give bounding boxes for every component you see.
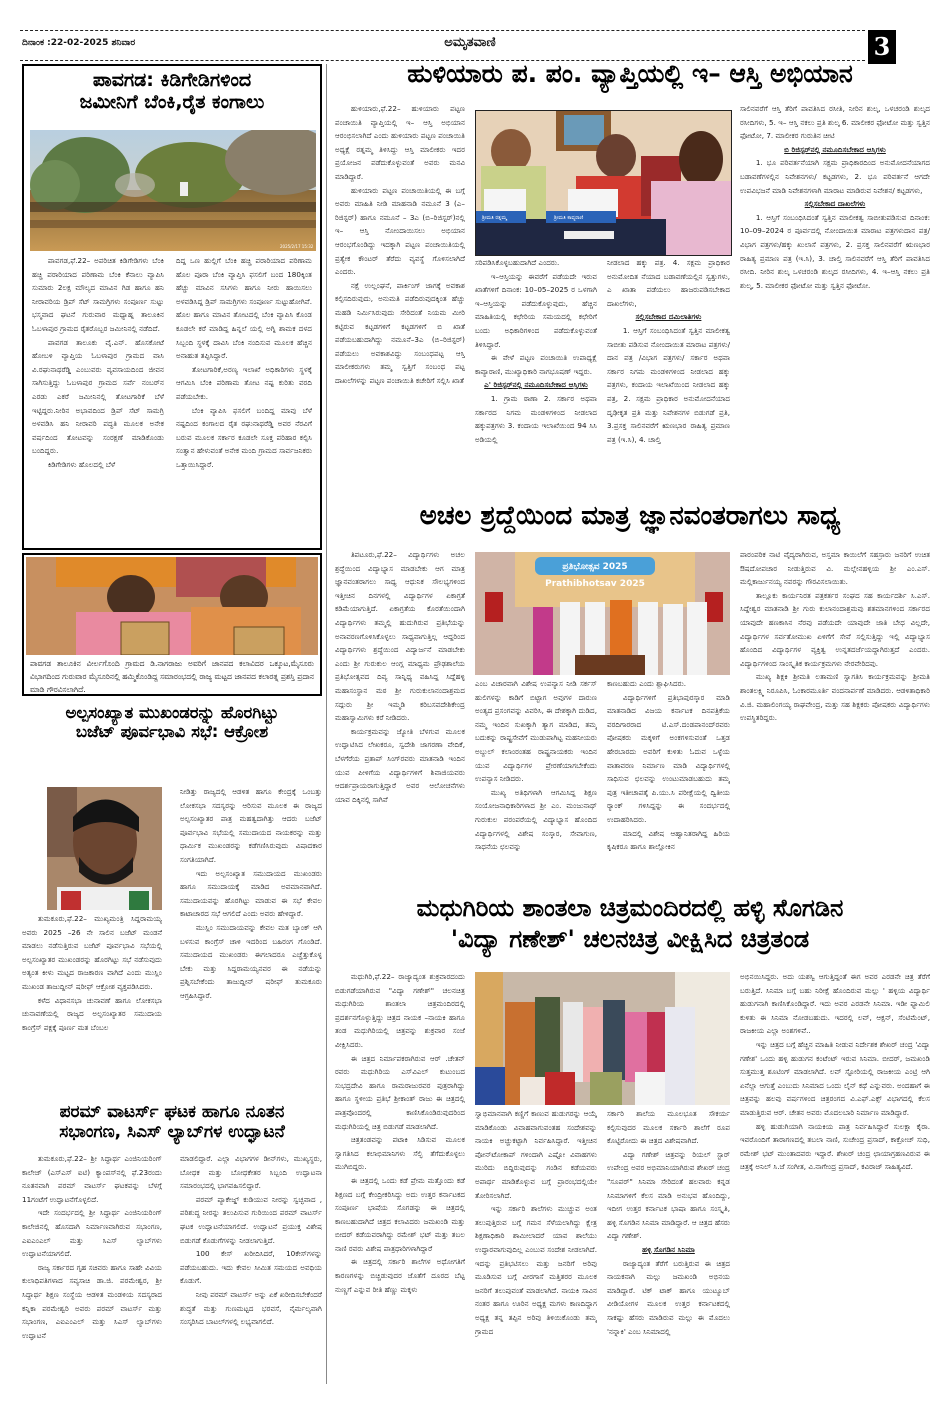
- paragraph: ತಾಲ್ಲೂಕು ಕಾರ್ಯನಿರತ ಪತ್ರಕರ್ತರ ಸಂಘದ ಸಹ ಕಾರ್ಯದರ್ಶಿ ಸಿ.ಎಸ್. ಸಿದ್ದೇಶ್ವರ ಮಾತನಾಡಿ ಶ್ರೀ ಗುರು ಕುಲಾನಂದಾಶ್ರಮವು ಶತಮಾನಗಳಿಂದ ಸರ್ಕಾರದ ಯಾವುದೇ ಹಣಕಾಸಿನ ನೆರವು ಪಡೆಯದೇ ಯಾವುದೇ ಜಾತಿ ಬೇಧ ವಿಲ್ಲದೇ, ವಿದ್ಯಾರ್ಥಿಗಳ ಸರ್ವತೋಮುಖ ಏಳಿಗೆಗೆ ಸೇವೆ ಸಲ್ಲಿಸುತ್ತಿದ್ದು ಇಲ್ಲಿ ವಿದ್ಯಾಭ್ಯಾಸ ಹೊಂದಿದ ವಿದ್ಯಾರ್ಥಿಗಳ ವ್ಯಕ್ತಿತ್ವ ಉನ್ನತದರ್ಜೆಯದ್ದಾಗಿರುತ್ತದೆ ಎಂದರು. ವಿದ್ಯಾರ್ಥಿಗಳಿಂದ ಸಾಂಸ್ಕೃತಿಕ ಕಾರ್ಯಕ್ರಮಗಳು ನೇರವೇರಿದವು.: [740, 590, 930, 668]
- headline-line: ಅಲ್ಪಸಂಖ್ಯಾತ ಮುಖಂಡರನ್ನು ಹೊರಗಿಟ್ಟು: [65, 703, 279, 722]
- paragraph: ಈ ಚಿತ್ರದಲ್ಲಿ ಒಂದು ಕಡೆ ಪ್ರೇಮ ಮತ್ತೊಂದು ಕಡೆ ಶಿಕ್ಷಣದ ಬಗ್ಗೆ ಕೇಂದ್ರೀಕರಿಸಿದ್ದು ಅದು ಉತ್ತರ ಕರ್ನಾಟಕದ ಸಂಪೂರ್ಣ ಭಾಷೆಯ ಸೊಗಡನ್ನು ಈ ಚಿತ್ರದಲ್ಲಿ ಕಾಣಬಹುದಾಗಿದೆ ಚಿತ್ರದ ಕಲಾವಿದರು ಜಮಖಂಡಿ ಮತ್ತು ಬೀದರ್ ಕಡೆಯವರಾಗಿದ್ದು ರಮೇಶ್ ಭಟ್ ಮತ್ತು ತಬಲ ನಾಣಿ ರವರು ವಿಶೇಷ ಪಾತ್ರಧಾರಿಗಳಾಗಿದ್ದಾರೆ: [335, 1175, 465, 1253]
- paragraph: ಈ ಚಿತ್ರದಲ್ಲಿ ಸರ್ಕಾರಿ ಶಾಲೆಗಳ ಅಧೋಗತಿಗೆ ಕಾರಣಗಳನ್ನು ಬಿಚ್ಚಿಡುವುದರ ಜೊತೆಗೆ ದೂರದ ಬೆಟ್ಟ ನುಣ್ಣಗೆ ಎನ್ನುವ ರೀತಿ ಹೆಣ್ಣು ಮಕ್ಕಳು: [335, 1257, 465, 1294]
- param-water-body-col1: [22, 1152, 162, 1378]
- column-divider: [326, 64, 327, 1384]
- paragraph: ತುಮಕೂರು,ಫೆ.22– ಮುಖ್ಯಮಂತ್ರಿ ಸಿದ್ದರಾಮಯ್ಯ ಅವರು 2025 –26 ನೇ ಸಾಲಿನ ಬಜೆಟ್ ಮಂಡನೆ ಮಾಡಲು ನಡೆಸುತ್ತಿರುವ ಬಜೆಟ್ ಪೂರ್ವಭಾವಿ ಸಭೆಯಲ್ಲಿ ಅಲ್ಪಸಂಖ್ಯಾತರ ಮುಖಂಡರನ್ನು ಹೊರಗಿಟ್ಟು ಸಭೆ ನಡೆಸುವುದು ಅತ್ಯಂತ ಕೀಳು ಮಟ್ಟದ ರಾಜಕಾರಣ ವಾಗಿದೆ ಎಂದು ಮುಸ್ಲಿಂ ಮುಖಂಡ ತಾಜುದ್ದೀನ್ ಷರೀಫ್ ಆಕ್ರೋಶ ವ್ಯಕ್ತಪಡಿಸಿದರು.: [22, 914, 162, 991]
- paragraph: ಕಳೆದ ವಿಧಾನಸಭಾ ಚುನಾವಣೆ ಹಾಗೂ ಲೋಕಸಭಾ ಚುನಾವಣೆಯಲ್ಲಿ ರಾಜ್ಯದ ಅಲ್ಪಸಂಖ್ಯಾತರ ಸಮುದಾಯ ಕಾಂಗ್ರೆಸ್ ಪಕ್ಷಕ್ಕೆ ಪೂರ್ಣ ಮತ ಬೆಂಬಲ: [22, 995, 162, 1032]
- portrait-image: [47, 787, 162, 910]
- subheading: ಬಿ ರಿಜಿಸ್ಟರ್‌ನಲ್ಲಿ ನಮೂದಿಸಬೇಕಾದ ಆಸ್ತಿಗಳು: [784, 144, 886, 154]
- paragraph: ಹುಳಿಯಾರು ಪಟ್ಟಣ ಪಂಚಾಯಿತಿಯಲ್ಲಿ ಈ ಬಗ್ಗೆ ಅವರು ಮಾಹಿತಿ ನೀಡಿ ಮಾಹನಾಡಿ ನಮೂನೆ 3 (ಎ–ರಿಜಿಸ್ಟರ್) ಹಾಗೂ ನಮೂನೆ – 3ಎ (ಬಿ–ರಿಜಿಸ್ಟರ್)ನಲ್ಲಿ ಇ– ಆಸ್ತಿ ನೋಂದಾಯಿಸಲು ಅಭಿಯಾನ ಆರಂಭಗೊಂಡಿದ್ದು ಇದಕ್ಕಾಗಿ ಪಟ್ಟಣ ಪಂಚಾಯಿತಿಯಲ್ಲಿ ಪ್ರತ್ಯೇಕ ಕೌಂಟರ್ ತೆರೆದು ವ್ಯವಸ್ಥೆ ಗೊಳಿಸಲಾಗಿದೆ ಎಂದರು.: [335, 185, 465, 277]
- paragraph: ಮಾಡಲಿದ್ದಾರೆ. ಎಲ್ಲಾ ವಿಭಾಗಗಳ ಡೀನ್‌ಗಳು, ಮುಖ್ಯಸ್ಥರು, ಬೋಧಕ ಮತ್ತು ಬೋಧಕೇತರ ಸಿಬ್ಬಂದಿ ಉದ್ಘಾಟನಾ ಸಮಾರಂಭದಲ್ಲಿ ಭಾಗವಹಿಸಲಿದ್ದಾರೆ.: [180, 1154, 322, 1191]
- paragraph: ದಿದ್ದ ಒಣ ಹುಲ್ಲಿಗೆ ಬೆಂಕಿ ಹಚ್ಚಿ ಪರಾರಿಯಾದ ಪರಿಣಾಮ ಹೊಲ ಪೂರಾ ಬೆಂಕಿ ವ್ಯಾಪ್ತಿಸಿ ಫಸಲಿಗೆ ಬಂದ 180ಕ್ಕಿಂತ ಹೆಚ್ಚು ಮಾವಿನ ಸಸಿಗಳು ಹಾಗೂ ನೀರು ಹಾಯಿಸಲು ಅಳವಡಿಸಿದ್ದ ಡ್ರಿಪ್ ಸಾಮಗ್ರಿಗಳು ಸಂಪೂರ್ಣ ಸುಟ್ಟುಹೋಗಿವೆ. ಹೊಲ ಹಾಗೂ ಮಾವಿನ ತೋಟದಲ್ಲಿ ಬೆಂಕಿ ವ್ಯಾಪಿಸಿ ಕೊಂಡ ಕೂಡಲೇ ಕರೆ ಮಾಡಿದ್ದ ಹಿನ್ನಲೆ ಯಲ್ಲಿ ಅಗ್ನಿ ಶಾಮಕ ದಳದ ಸಿಬ್ಬಂದಿ ಸ್ಥಳಕ್ಕೆ ದಾವಿಸಿ ಬೆಂಕಿ ನಂದಿಸುವ ಮೂಲಕ ಹೆಚ್ಚಿನ ಅನಾಹುತ ತಪ್ಪಿಸಿದ್ದಾರೆ.: [176, 256, 312, 361]
- subheading: ಸಲ್ಲಿಸಬೇಕಾದ ದಾಖಲೆಗಳು: [804, 199, 866, 209]
- paragraph: ಮುಖ್ಯ ಅತಿಥಿಗಳಾಗಿ ಆಗಮಿಸಿದ್ದ ಶಿಕ್ಷಣ ಸಂಯೋಜನಾಧಿಕಾರಿಗಳಾದ ಶ್ರೀ ಎಂ. ಮಂಜುನಾಥ್ ಗುರುಕುಲ ಪರಂಪರೆಯಲ್ಲಿ ವಿದ್ಯಾಭ್ಯಾಸ ಹೊಂದಿದ ವಿದ್ಯಾರ್ಥಿಗಳಲ್ಲಿ ವಿಶೇಷ ಸಂಸ್ಕಾರ, ಸೇವಾಗುಣ, ಸಾಧನೆಯ ಛಲವನ್ನು: [475, 787, 597, 852]
- paragraph: ಇ–ಆಸ್ತಿಯನ್ನು ಈವರೆಗೆ ಪಡೆಯದೇ ಇರುವ ಖಾತೆಗಳಿಗೆ ದಿನಾಂಕ: 10–05–2025 ರ ಒಳಗಾಗಿ ಇ–ಆಸ್ತಿಯನ್ನು ಪಡೆದುಕೊಳ್ಳುವುದು, ಹೆಚ್ಚಿನ ಮಾಹಿತಿಯಲ್ಲಿ ಕಛೇರಿಯ ಸಮಯದಲ್ಲಿ ಕಛೇರಿಗೆ ಬಂದು ಅಧಿಕಾರಿಗಳಿಂದ ಪಡೆದುಕೊಳ್ಳುವಂತೆ ತಿಳಿಸಿದ್ದಾರೆ.: [475, 271, 597, 349]
- pavagada-fire-photo: [30, 130, 316, 251]
- achala-body-col4: [740, 548, 930, 884]
- madhugiri-body-col3: [607, 1107, 730, 1380]
- paragraph: ಬೆಂಕಿ ವ್ಯಾಪಿಸಿ ಫಸಲಿಗೆ ಬಂದಿದ್ದ ಮಾವು ಬೆಳೆ ನಷ್ಟದಿಂದ ಕಂಗಾಲದ ರೈತ ರಘುನಾಥರೆಡ್ಡಿ ಅವರ ನೆರವಿಗೆ ಬರುವ ಮೂಲಕ ಸರ್ಕಾರ ಕೂಡಲೇ ಸೂಕ್ತ ಪರಿಹಾರ ಕಲ್ಪಿಸಿ ಸಂತ್ವಾನ ಹೇಳುವಂತೆ ಅನೇಕ ಮಂದಿ ಗ್ರಾಮದ ಸಾರ್ವಜನಿಕರು ಒತ್ತಾಯಿಸಿದ್ದಾರೆ.: [176, 405, 312, 469]
- paragraph: ರಾಜ್ಯ ಸರ್ಕಾರದ ಗೃಹ ಸಚಿವರು ಹಾಗೂ ಸಾಹೇ ವಿವಿಯ ಕುಲಾಧಿಪತಿಗಳಾದ ಸವ್ಯಸಾಚಿ ಡಾ.ಜಿ. ಪರಮೇಶ್ವರ, ಶ್ರೀ ಸಿದ್ಧಾರ್ಥ ಶಿಕ್ಷಣ ಸಂಸ್ಥೆಯ ಆಡಳಿತ ಮಂಡಳಿಯ ಸದಸ್ಯರಾದ ಕನ್ನಿಕಾ ಪರಮೇಶ್ವರಿ ಅವರು ಪರಮ್ ವಾಟರ್ಸ್ ಮತ್ತು ಸಭಾಂಗಣ, ಎಐಎಂಎಲ್ ಮತ್ತು ಸಿಎಸ್ ಲ್ಯಾಬ್‌ಗಳು ಉದ್ಘಾಟನೆ: [22, 1262, 162, 1340]
- param-water-body-col2: [180, 1152, 322, 1378]
- headline-line: ಜಮೀನಿಗೆ ಬೆಂಕಿ,ರೈತ ಕಂಗಾಲು: [79, 90, 265, 113]
- madhugiri-body-col4: [740, 970, 930, 1380]
- huliyar-body-col3: [607, 256, 730, 494]
- honorees-image: [26, 557, 318, 655]
- paragraph: ಸರಿಪಡಿಸಿಕೊಳ್ಳಬಹುದಾಗಿದೆ ಎಂದರು.: [475, 258, 560, 267]
- award-photo-box: [22, 553, 322, 696]
- paragraph: ಸಾಲಿನವರೆಗೆ ಆಸ್ತಿ ತೆರಿಗೆ ಪಾವತಿಸಿದ ರಸೀತಿ, ನೀರಿನ ಶುಲ್ಕ, ಒಳಚರಂಡಿ ಶುಲ್ಕದ ರಸೀದಿಗಳು, 5. ಇ– ಆಸ್ತಿ ನಕಲು ಪ್ರತಿ ಶುಲ್ಕ 6. ಮಾಲೀಕರ ಫೋಟೋ ಮತ್ತು ಸ್ವತ್ತಿನ ಫೋಟೋ, 7. ಮಾಲೀಕರ ಗುರುತಿನ ಚೀಟಿ: [740, 104, 930, 141]
- paragraph: ಮಧುಗಿರಿ,ಫೆ.22– ರಾಜ್ಯಾದ್ಯಂತ ಶುಕ್ರವಾರದಂದು ಬಿಡುಗಡೆಯಾಗಿರುವ "ವಿದ್ಯಾ ಗಣೇಶ್" ಚಲನಚಿತ್ರ ಮಧುಗಿರಿಯ ಶಾಂತಲಾ ಚಿತ್ರಮಂದಿರದಲ್ಲಿ ಪ್ರದರ್ಶನಗೊಳ್ಳುತ್ತಿದ್ದು ಚಿತ್ರದ ನಾಯಕ –ನಾಯಕಿ ಹಾಗೂ ತಂಡ ಮಧುಗಿರಿಯಲ್ಲಿ ಚಿತ್ರವನ್ನು ಶುಕ್ರವಾರ ಸಂಜೆ ವೀಕ್ಷಿಸಿದರು.: [335, 972, 465, 1049]
- achala-body-col2: [475, 677, 597, 884]
- headline-line: 'ವಿದ್ಯಾ ಗಣೇಶ್' ಚಲನಚಿತ್ರ ವೀಕ್ಷಿಸಿದ ಚಿತ್ರತಂಡ: [450, 925, 810, 954]
- paragraph: ಮುಖ್ಯ ಶಿಕ್ಷಕಿ ಶ್ರೀಮತಿ ಲತಾಮಣಿ ಸ್ವಾಗತಿಸಿ ಕಾರ್ಯಕ್ರಮವನ್ನು ಶ್ರೀಮತಿ ಶಾಂತಲಕ್ಷ್ಮಿ ನಿರೂಪಿಸಿ, ಓಂಕಾರಮೂರ್ತಿ ವಂದನಾರ್ಪಣೆ ಮಾಡಿದರು. ಆಡಳಿತಾಧಿಕಾರಿ ವಿ.ಜಿ. ಮಹಾಲಿಂಗಯ್ಯ ರಾಘವೇಂದ್ರ, ಮತ್ತು ಸಹ ಶಿಕ್ಷಕರು ಪೋಷಕರು ವಿದ್ಯಾರ್ಥಿಗಳು ಉಪಸ್ಥಿತರಿದ್ದರು.: [740, 672, 930, 723]
- banner-text-english: Prathibhotsav 2025: [545, 579, 645, 589]
- paragraph: ಹುಳಿಯಾರು,ಫೆ.22– ಹುಳಿಯಾರು ಪಟ್ಟಣ ಪಂಚಾಯಿತಿ ವ್ಯಾಪ್ತಿಯಲ್ಲಿ ಇ– ಆಸ್ತಿ ಅಭಿಯಾನ ಆರಂಭಿಸಲಾಗಿದೆ ಎಂದು ಹುಳಿಯಾರು ಪಟ್ಟಣ ಪಂಚಾಯಿತಿ ಅಧ್ಯಕ್ಷೆ ರತ್ನಮ್ಮ ತಿಳಿಸಿದ್ದು ಆಸ್ತಿ ಮಾಲೀಕರು ಇದರ ಪ್ರಯೋಜನ ಪಡೆದುಕೊಳ್ಳುವಂತೆ ಅವರು ಮನವಿ ಮಾಡಿದ್ದಾರೆ.: [335, 104, 465, 181]
- param-water-headline: [22, 1103, 322, 1142]
- subheading: ಸಲ್ಲಿಸಬೇಕಾದ ದಮಿಲಾತಿಗಳು: [635, 312, 702, 322]
- pavagada-article-box: [22, 64, 322, 550]
- huliyar-body-col1: [335, 102, 465, 494]
- paragraph: ಇನ್ನು ಚಿತ್ರದ ಬಗ್ಗೆ ಹೆಚ್ಚಿನ ಮಾಹಿತಿ ನೀಡುವ ನಿರ್ದೇಶಕ ಶೇಖರ್ ಚಂದ್ರ 'ವಿದ್ಯಾ ಗಣೇಶ' ಒಂದು ಹಳ್ಳಿ ಹುಡುಗನ ಕಂಟೆಂಟ್ ಇರುವ ಸಿನಿಮಾ. ಬೀದರ್, ಜಮಖಂಡಿ ಸುತ್ತಮುತ್ತ ಶೂಟಿಂಗ್ ಮಾಡಲಾಗಿದೆ. ಲವ್ ಸ್ಟೋರಿಯಲ್ಲಿ ರಾಜಕೀಯ ಎಂಟ್ರಿ ಆಗಿ ಏನೆಲ್ಲಾ ಆಗುತ್ತೆ ಎಂಬುದು ಸಿನಿಮಾದ ಒಂದು ಲೈನ್ ಕಥೆ ಎನ್ನುವರು. ಅಂದಹಾಗೆ ಈ ಚಿತ್ರವನ್ನು ಹಲವು ವರ್ಷಗಳಿಂದ ಚಿತ್ರರಂಗದ ವಿ.ಎಫ್.ಎಕ್ಸ್ ವಿಭಾಗದಲ್ಲಿ ಕೆಲಸ ಮಾಡುತ್ತಿರುವ ಆರ್. ಚೇತನ ಅವರು ಮೊದಲಬಾರಿ ನಿರ್ಮಾಣ ಮಾಡಿದ್ದಾರೆ.: [740, 1039, 930, 1117]
- page-number: 3: [868, 30, 896, 64]
- paragraph: ವಿದ್ಯಾ ಗಣೇಶ್ ಚಿತ್ರವನ್ನು ರಿಯಲ್ ಸ್ಟಾರ್ ಉಪೇಂದ್ರ ಅವರ ಅಭಿಮಾನಿಯಾಗಿರುವ ಶೇಖರ್ ಚಂದ್ರ "ಸೂಪರ್" ಸಿನಿಮಾ ಸೇರಿದಂತೆ ಹಲವಾರು ಕನ್ನಡ ಸಿನಿಮಾಗಳಿಗೆ ಕೆಲಸ ಮಾಡಿ ಅನುಭವ ಹೊಂದಿದ್ದು, ಇದೀಗ ಉತ್ತರ ಕರ್ನಾಟಕ ಭಾಷಾ ಹಾಗೂ ಸಂಸ್ಕೃತಿ, ಹಳ್ಳಿ ಸೊಗಡಿನ ಸಿನಿಮಾ ಮಾಡಿದ್ದಾರೆ. ಆ ಚಿತ್ರದ ಹೆಸರು ವಿದ್ಯಾ ಗಣೇಶ್.: [607, 1149, 730, 1241]
- achala-headline: ಅಚಲ ಶ್ರದ್ದೆಯಿಂದ ಮಾತ್ರ ಜ್ಞಾನವಂತರಾಗಲು ಸಾಧ್ಯ: [419, 501, 841, 531]
- paragraph: ರಾಜ್ಯಾದ್ಯಂತ ತೆರೆಗೆ ಬರುತ್ತಿರುವ ಈ ಚಿತ್ರದ ನಾಯಕನಾಗಿ ಮಲ್ಲು ಜಮಖಂಡಿ ಅಭಿನಯ ಮಾಡಿದ್ದಾರೆ. ಟಿಕ್ ಟಾಕ್ ಹಾಗೂ ಯುಟ್ಯೂಬ್ ವೀಡಿಯೋಗಳ ಮೂಲಕ ಉತ್ತರ ಕರ್ನಾಟಕದಲ್ಲಿ ಸಾಕಷ್ಟು ಹೆಸರು ಮಾಡಿರುವ ಮಲ್ಲು ಈ ಮೊದಲು 'ನನ್ನಾಕಿ' ಎಂಬ ಸಿನಿಮಾದಲ್ಲಿ: [607, 1258, 730, 1336]
- paragraph: 1. ಭೂ ಪರಿವರ್ತನೆಯಾಗಿ ಸಕ್ಷಮ ಪ್ರಾಧಿಕಾರದಿಂದ ಅನುಮೋದನೆಯಾಗದ ಬಡಾವಣೆಗಳಲ್ಲಿನ ನಿವೇಶನಗಳು/ ಕಟ್ಟಡಗಳು, 2. ಭೂ ಪರಿವರ್ತನೆ ಆಗದೇ ಉಪವಿಭಜನೆ ಮಾಡಿ ನಿವೇಶನಗಳಾಗಿ ಮಾರಾಟ ಮಾಡಿರುವ ನಿವೇಶನ/ ಕಟ್ಟಡಗಳು,: [740, 158, 930, 195]
- huliyar-headline: ಹುಳಿಯಾರು ಪ. ಪಂ. ವ್ಯಾಪ್ತಿಯಲ್ಲಿ ಇ– ಆಸ್ತಿ ಅಭಿಯಾನ: [407, 59, 853, 88]
- madhugiri-crew-photo: [475, 972, 730, 1105]
- film-crew-image: [475, 972, 730, 1105]
- achala-body-col1: [335, 548, 465, 884]
- headline-line: ಪರಮ್ ವಾಟರ್ಸ್ ಘಟಕ ಹಾಗೂ ನೂತನ: [59, 1102, 285, 1122]
- paragraph: ಪಾವಗಡ ತಾಲೂಕು ವೈ.ಎನ್. ಹೊಸಕೋಟೆ ಹೋಬಳಿ ವ್ಯಾಪ್ತಿಯ ಓಬಳಾಪುರ ಗ್ರಾಮದ ವಾಸಿ ವಿ.ರಘುನಾಥರೆಡ್ಡಿ ಎಂಬುವರು ವ್ಯವಸಾಯದಿಂದ ಜೀವನ ಸಾಗಿಸುತ್ತಿದ್ದು ಓಬಳಾಪುರ ಗ್ರಾಮದ ಸರ್ವೆ ನಂಬರ್‌ನ ಎರಡು ಎಕರೆ ಜಮೀನಿನಲ್ಲಿ ತೋಟಗಾರಿಕೆ ಬೆಳೆ ಇಟ್ಟಿದ್ದರು.ನೀರಿನ ಅಭಾವದಿಂದ ಡ್ರಿಪ್ ಸೆಟ್ ಸಾಮಗ್ರಿ ಅಳವಡಿಸಿ ಹನಿ ನೀರಾವರಿ ಪದ್ಧತಿ ಮೂಲಕ ಅನೇಕ ವರ್ಷದಿಂದ ತೋಟವನ್ನು ಸಂರಕ್ಷಣೆ ಮಾಡಿಕೊಂಡು ಬಂದಿದ್ದರು.: [32, 337, 164, 456]
- paragraph: ಅಭಿನಯಿಸಿದ್ದರು. ಅದು ಯಶಸ್ವಿ ಆಗುತ್ತಿದ್ದಂತೆ ಈಗ ಅವರ ಎರಡನೇ ಚಿತ್ರ ತೆರೆಗೆ ಬರುತ್ತಿದೆ. ಸಿನಿಮಾ ಬಗ್ಗೆ ಬಹು ನಿರೀಕ್ಷೆ ಹೊಂದಿರುವ ಮಲ್ಲು ' ಹಳ್ಳಿಯ ವಿದ್ಯಾರ್ಥಿ ಹುಡುಗನಾಗಿ ಕಾಣಿಸಿಕೊಂಡಿದ್ದಾರೆ. ಇದು ಅವರ ಎರಡನೇ ಸಿನಿಮಾ. ಇಡೀ ಫ್ಯಾಮಿಲಿ ಕುಳಿತು ಈ ಸಿನಿಮಾ ನೋಡಬಹುದು. ಇದರಲ್ಲಿ ಲವ್, ಆಕ್ಷನ್, ಸೆಂಟಿಮೆಂಟ್, ರಾಜಕೀಯ ಎಲ್ಲಾ ಅಂಶಗಳಿವೆ..: [740, 972, 930, 1036]
- paragraph: ಪಾವಗಡ,ಫೆ.22– ಅಪರಿಚಿತ ಕಿಡಿಗೇಡಿಗಳು ಬೆಂಕಿ ಹಚ್ಚಿ ಪರಾರಿಯಾದ ಪರಿಣಾಮ ಬೆಂಕಿ ಕೆನಾಲು ವ್ಯಾಪಿಸಿ ಸುಮಾರು 2ಲಕ್ಷ ಮೌಲ್ಯದ ಮಾವಿನ ಗಿಡ ಹಾಗೂ ಹನಿ ನೀರಾವರಿಯ ಡ್ರಿಪ್ ಸೆಟ್ ಸಾಮಗ್ರಿಗಳು ಸಂಪೂರ್ಣ ಸುಟ್ಟು ಭಸ್ಮವಾದ ಘಟನೆ ಗುರುವಾರ ಮಧ್ಯಾಹ್ನ ತಾಲೂಕಿನ ಓಬಳಾಪುರ ಗ್ರಾಮದ ರೈತರೊಬ್ಬರ ಜಮೀನಿನಲ್ಲಿ ನಡೆದಿದೆ.: [32, 256, 164, 333]
- paragraph: ಕಾಣಬಹುದು ಎಂದು ಶ್ಲಾಘಿಸಿದರು.: [607, 679, 687, 688]
- issue-date: ದಿನಾಂಕ :22-02-2025 ಶನಿವಾರ: [22, 38, 136, 48]
- huliyar-meeting-photo: [475, 110, 732, 256]
- nameplate-1: ಶ್ರೀಮತಿ ರತ್ನಮ್ಮ: [482, 215, 507, 221]
- pavagada-body-col1: [32, 254, 164, 544]
- paragraph: ಮುಸ್ಲಿಂ ಸಮುದಾಯವನ್ನು ಕೇವಲ ಮತ ಬ್ಯಾಂಕ್ ಆಗಿ ಬಳಸುವ ಕಾಂಗ್ರೆಸ್ ಚಾಳಿ ಇದರಿಂದ ಬಹಿರಂಗ ಗೊಂಡಿದೆ. ಸಮುದಾಯದ ಮುಖಂಡರು ಈಗಲಾದರೂ ಎಚ್ಚೆತ್ತುಕೊಳ್ಳ ಬೇಕು ಮತ್ತು ಸಿದ್ದರಾಮಯ್ಯನವರ ಈ ನಡೆಯನ್ನು ಪ್ರಶ್ನಿಸಬೇಕೆಂದು ತಾಜುದ್ದೀನ್ ಷರೀಫ್ ತುಮಕೂರು ಆಗ್ರಹಿಸಿದ್ದಾರೆ.: [180, 922, 322, 1000]
- paragraph: ಇನ್ನು ಸರ್ಕಾರಿ ಶಾಲೆಗಳು ಮುಚ್ಚುವ ಅಂತ ತಲುಪುತ್ತಿರುವ ಬಗ್ಗೆ ಗಮನ ಸೆಳೆಯಲಾಗಿದ್ದು ಕ್ಷೇತ್ರ ಶಿಕ್ಷಣಾಧಿಕಾರಿ ಶಾಮೀಲಾದರೆ ಯಾವ ಶಾಲೆಯು ಉದ್ಧಾರವಾಗುವುದಿಲ್ಲ ಎಂಬುವ ಸಂದೇಶ ನೀಡಲಾಗಿದೆ. ಇದನ್ನು ಪ್ರತಿಭಟಿಸಲು ಮತ್ತು ಜನರಿಗೆ ಅರಿವು ಮೂಡಿಸುವ ಬಗ್ಗೆ ವೀರಗಾಸೆ ಮತ್ತಿತರರ ಮೂಲಕ ಜನರಿಗೆ ತಲುಪುವಂತೆ ಮಾಡಲಾಗಿದೆ. ನಾಯಕಿ ಸಾವಿನ ನಂತರ ಹಾಗೂ ಊರಿನ ಅಧ್ಯಕ್ಷ ಮಗಳು ಕಾಣದಿದ್ದಾಗ ಅಧ್ಯಕ್ಷ ತನ್ನ ತಪ್ಪಿನ ಅರಿವು ತಿಳಿಯಿಕೊಂಡು ತಮ್ಮ ಗ್ರಾಮದ: [475, 1204, 597, 1336]
- photo-timestamp: 2025/2/17 15:32: [280, 244, 314, 249]
- huliyar-body-col4: [740, 102, 930, 494]
- madhugiri-body-col2: [475, 1107, 597, 1380]
- achala-body-col3: [607, 677, 730, 884]
- subheading: ಹಳ್ಳಿ ಸೊಗಡಿನ ಸಿನಿಮಾ: [642, 1244, 695, 1254]
- paragraph: ಪಾರಂಪರಿಕ ನಾಟಿ ವೈದ್ಯರಾಗಿರುವ, ಅಸ್ತಮಾ ಕಾಯಿಲೆಗೆ ಸಹಸ್ರಾರು ಜನರಿಗೆ ಉಚಿತ ಔಷದೋಪಚಾರ ನೀಡುತ್ತಿರುವ ವಿ. ಮಲ್ಲೇನಹಳ್ಳಿಯ ಶ್ರೀ ಎಂ.ಎಸ್. ಮಲ್ಲಿಕಾರ್ಜುನಯ್ಯ ನವರನ್ನು ಗೌರವಿಸಲಾಯಿತು.: [740, 550, 930, 587]
- paragraph: ಸರ್ಕಾರಿ ಶಾಲೆಯ ಮೂಲಭೂತ ಸೌಕರ್ಯ ಕಲ್ಪಿಸುವುದರ ಮೂಲಕ ಸರ್ಕಾರಿ ಶಾಲೆಗೆ ರೂಪ ಕೊಟ್ಟಿರೋದು ಈ ಚಿತ್ರದ ವಿಶೇಷವಾಗಿದೆ.: [607, 1109, 730, 1146]
- paragraph: ತಿಪಟೂರು,ಫೆ.22– ವಿದ್ಯಾರ್ಥಿಗಳು ಅಚಲ ಶ್ರದ್ಧೆಯಿಂದ ವಿದ್ಯಾಭ್ಯಾಸ ಮಾಡಬೇಕು ಆಗ ಮಾತ್ರ ಜ್ಞಾನವಂತರಾಗಲು ಸಾಧ್ಯ ಆಧುನಿಕ ಸೌಲಭ್ಯಗಳಿಂದ ಇತ್ತೀಚಿನ ದಿನಗಳಲ್ಲಿ ವಿದ್ಯಾರ್ಥಿಗಳ ಏಕಾಗ್ರತೆ ಕಡಿಮೆಯಾಗುತ್ತಿದೆ. ಏಕಾಗ್ರತೆಯ ಕೊರತೆಯಿಂದಾಗಿ ವಿದ್ಯಾರ್ಥಿಗಳು ತಮ್ಮಲ್ಲಿ ಹುದುಗಿರುವ ಪ್ರತಿಭೆಯನ್ನು ಅನಾವರಣಗೊಳಿಸಿಕೊಳ್ಳಲು ಸಾಧ್ಯವಾಗುತ್ತಿಲ್ಲ ಆದ್ದರಿಂದ ವಿದ್ಯಾರ್ಥಿಗಳು ಶ್ರದ್ಧೆಯಿಂದ ವಿದ್ಯಾರ್ಜನೆ ಮಾಡಬೇಕು ಎಂದು ಶ್ರೀ ಗುರುಕುಲ ಆಂಗ್ಲ ಮಾಧ್ಯಮ ಪ್ರೌಢಶಾಲೆಯ ಪ್ರತಿಭೋತ್ಸವದ ದಿವ್ಯ ಸಾನ್ನಿಧ್ಯ ವಹಿಸಿದ್ದ ಸಿದ್ದೆಹಳ್ಳಿ ಮಹಾಸಂಸ್ಥಾನ ಮಠ ಶ್ರೀ ಗುರುಕುಲಾನಂದಾಶ್ರಮದ ಸದ್ಗುರು ಶ್ರೀ ಇಮ್ಮಡಿ ಕರಿಬಸವದೇಶಿಕೇಂದ್ರ ಮಹಾಸ್ವಾಮಿಗಳು ಕರೆ ನೀಡಿದರು.: [335, 550, 465, 723]
- paragraph: ಕಾರ್ಯಕ್ರಮವನ್ನು ಜ್ಯೋತಿ ಬೆಳಗುವ ಮೂಲಕ ಉದ್ಘಾಟಿಸಿದ ಲೇಖಕರೂ, ಸ್ವದೇಶಿ ಜಾಗರಣಾ ವೇದಿಕೆ, ಬೆಳಗೆರೆಯ ಪ್ರತಾಪ್ ಸಿಂಗ್‌ರವರು ಮಾತನಾಡಿ ಇಂದಿನ ಯುವ ಪೀಳಿಗೆಯ ವಿದ್ಯಾರ್ಥಿಗಳಿಗೆ ಶಿವಾಜಿಯವರು ಆದರ್ಶಪ್ರಾಯರಾಗುತ್ತಿದ್ದಾರೆ ಅವರ ಆಲೋಚನೆಗಳು ಯಾವ ದಿಕ್ಕಿನಲ್ಲಿ ಸಾಗಿವೆ: [335, 726, 465, 804]
- achala-event-photo: [475, 552, 730, 675]
- minority-body-col1: [22, 912, 162, 1097]
- madhugiri-body-col1: [335, 970, 465, 1380]
- paragraph: ವಿದ್ಯಾರ್ಥಿಗಳಿಗೆ ಪ್ರತಿಭಾಪುರಸ್ಕಾರ ಮಾಡಿ ಮಾತನಾಡಿದ ವಿಜಯ ಕರ್ನಾಟಕ ದಿನಪತ್ರಿಕೆಯ ವರದಿಗಾರರಾದ ಟಿ.ಎಸ್.ದಂಡಪಾನಂದ್‌ರವರು ಪೋಷಕರು ಮಕ್ಕಳಿಗೆ ಅಂಕಗಳಿಸುವಂತೆ ಒತ್ತಡ ಹೇರಬಾರದು ಅವರಿಗೆ ಕುಳಿತು ಓದುವ ಒಳ್ಳೆಯ ವಾತಾವರಣ ನಿರ್ಮಾಣ ಮಾಡಿ ವಿದ್ಯಾರ್ಥಿಗಳಲ್ಲಿ ಸಾಧಿಸುವ ಛಲವನ್ನು ಉಂಟುಮಾಡಬಹುದು ತಮ್ಮ ಪುತ್ರ ಇತೀಚಾಪತ್ಕೆ ಪಿ.ಯು.ಸಿ ಪರೀಕ್ಷೆಯಲ್ಲಿ ದ್ವಿತೀಯ ರ್‍ಯಾಂಕ್ ಗಳಿಸಿದ್ದನ್ನು ಈ ಸಂದರ್ಭದಲ್ಲಿ ಉದಾಹರಿಸಿದರು.: [607, 692, 730, 824]
- paragraph: ಮಾದಲ್ಲಿ ವಿಶೇಷ ಆಹ್ವಾನಿತರಾಗಿದ್ದ ಹಿರಿಯ ಕೃಷಿಕರೂ ಹಾಗೂ ಶಾಲ್ಲೋಕಿನ: [607, 828, 730, 852]
- paragraph: 1. ಆಸ್ತಿಗೆ ಸಂಬಂಧಿಸಿದಂತೆ ಸ್ವತ್ತಿನ ಮಾಲೀಕತ್ವ ಸಾಬೀತುಪಡಿಸುವ ದಿನಾಂಕ: 10–09–2024 ರ ಪೂರ್ವದಲ್ಲಿ ನೋಂದಾಯಿತ ಮಾರಾಟ ಪತ್ರಗಳುದಾನ ಪತ್ರ/ವಿಭಾಗ ಪತ್ರಗಳು/ಹಕ್ಕು ಖುಲಾಸೆ ಪತ್ರಗಳು, 2. ಪ್ರಸಕ್ತ ಸಾಲಿನವರೆಗೆ ಋಣಭಾರ ರಾಹಿತ್ಯ ಪ್ರಮಾಣ ಪತ್ರ (ಇ.ಸಿ), 3. ಚಾಲ್ತಿ ಸಾಲಿನವರೆಗೆ ಆಸ್ತಿ ತೆರಿಗೆ ಪಾವತಿಸಿದ ರಸೀದಿ. ನೀರಿನ ಶುಲ್ಕ ಒಳಚರಂಡಿ ಶುಲ್ಕದ ರಸೀದಿಗಳು, 4. ಇ–ಆಸ್ತಿ ನಕಲು ಪ್ರತಿ ಶುಲ್ಕ, 5. ಮಾಲೀಕರ ಫೋಟೋ ಮತ್ತು ಸ್ವತ್ತಿನ ಫೋಟೋ.: [740, 212, 930, 290]
- masthead: ಅಮೃತವಾಣಿ: [444, 35, 496, 50]
- headline-line: ಮಧುಗಿರಿಯ ಶಾಂತಲಾ ಚಿತ್ರಮಂದಿರದಲ್ಲಿ ಹಳ್ಳಿ ಸೊಗಡಿನ: [416, 894, 844, 922]
- paragraph: ನಕ್ಷೆ ಉಲ್ಲಂಘನೆ, ಪಾರ್ಕಿಂಗ್ ಜಾಗಕ್ಕೆ ಅವಕಾಶ ಕಲ್ಪಿಸದಿರುವುದು, ಅನುಮತಿ ಪಡೆದಿರುವುದಕ್ಕಿಂತ ಹೆಚ್ಚು ಮಹಡಿ ನಿರ್ಮಿಸಿರುವುದು ಸೇರಿದಂತೆ ನಿಯಮ ಮೀರಿ ಕಟ್ಟಿರುವ ಕಟ್ಟಡಗಳಿಗೆ ಕಟ್ಟಡಗಳಿಗೆ ಬಿ ಖಾತೆ ಪಡೆಯಬಹುದಾಗಿದ್ದು ನಮೂನೆ–3ಎ (ಬಿ–ರಿಜಿಸ್ಟರ್) ಪಡೆಯಲು ಅವಕಾಶವಿದ್ದು ಸಂಬಂಧಪಟ್ಟ ಆಸ್ತಿ ಮಾಲೀಕರುಗಳು ತಮ್ಮ ಸ್ವತ್ತಿಗೆ ಸಂಬಂಧ ಪಟ್ಟ ದಾಖಲೆಗಳನ್ನು ಪಟ್ಟಣ ಪಂಚಾಯಿತಿ ಕಚೇರಿಗೆ ಸಲ್ಲಿಸಿ ಖಾತೆ: [335, 280, 465, 385]
- burnt-field-image: [30, 130, 316, 251]
- paragraph: ಈ ವೇಳೆ ಪಟ್ಟಣ ಪಂಚಾಯಿತಿ ಉಪಾಧ್ಯಕ್ಷೆ ಕಾವ್ಯಾರಾಣಿ, ಮುಖ್ಯಾಧಿಕಾರಿ ನಾಗಭೂಷಣ್ ಇದ್ದರು.: [475, 353, 597, 376]
- paragraph: ಈ ಚಿತ್ರದ ನಿರ್ಮಾಪಕರಾಗಿರುವ ಆರ್ .ಚೇತನ್ ರವರು ಮಧುಗಿರಿಯ ಎಸ್‌ವಿಎಲ್ ಕುಟುಂಬದ ಸುಭದ್ರದೇವಿ ಹಾಗೂ ರಾಮರಾಜುರವರ ಪುತ್ರರಾಗಿದ್ದು ಹಾಗೂ ಸ್ಥಳೀಯ ಪ್ರತಿಭೆ ಶ್ರೀಕಾಂತ್ ರಾಜು ಈ ಚಿತ್ರದಲ್ಲಿ ಪಾತ್ರವೊಂದರಲ್ಲಿ ಕಾಣಿಸಿಕೊಂಡಿರುವುದರಿಂದ ಮಧುಗಿರಿಯಲ್ಲಿ ಚಿತ್ರ ಬಿಡುಗಡೆ ಮಾಡಲಾಗಿದೆ.: [335, 1053, 465, 1131]
- paragraph: ನೀವು ಪರಮ್ ವಾಟರ್ಸ್ ಅನ್ನು ಏಕೆ ಖರೀದಿಸಬೇಕೆಂದರೆ ಶುದ್ಧತೆ ಮತ್ತು ಗುಣಮಟ್ಟದ ಭರವಸೆ, ನೈರ್ಮಲ್ಯವಾಗಿ ಸಂಸ್ಕರಿಸಿದ ಬಾಟಲ್‌ಗಳಲ್ಲಿ ಲಭ್ಯವಾಗಲಿದೆ.: [180, 1289, 322, 1327]
- headline-line: ಬಜೆಟ್ ಪೂರ್ವಭಾವಿ ಸಭೆ: ಆಕ್ರೋಶ: [75, 721, 269, 741]
- award-caption: ಪಾವಗಡ ತಾಲೂಕಿನ ವೀರ್ಲಗೊಂದಿ ಗ್ರಾಮದ ಡಿ.ನಾಗರಾಜು ಅವರಿಗೆ ಜಾನಪದ ಕಲಾವಿದರ ಒಕ್ಕೂಟ,ಮೈಸೂರು ವಿಭಾಗದಿಂದ ಗುರುವಾರ ಮೈಸೂರಿನಲ್ಲಿ ಹಮ್ಮಿಕೊಂಡಿದ್ದ ಸಮಾರಂಭದಲ್ಲಿ ರಾಜ್ಯ ಮಟ್ಟದ ಜಾನಪದ ಕಲಾರತ್ನ ಪ್ರಶಸ್ತಿ ಪ್ರದಾನ ಮಾಡಿ ಗೌರವಿಸಲಾಗಿದೆ.: [30, 659, 314, 694]
- paragraph: ತುಮಕೂರು,ಫೆ.22– ಶ್ರೀ ಸಿದ್ಧಾರ್ಥ ಎಂಜಿನಿಯರಿಂಗ್ ಕಾಲೇಜ್ (ಎಸ್‌ಎಸ್ ಐಟಿ) ಕ್ಯಾಂಪಸ್‌ನಲ್ಲಿ ಫೆ.23ರಂದು ನೂತನವಾಗಿ ಪರಮ್ ವಾಟರ್ಸ್ ಘಟಕವನ್ನು ಬೆಳಗ್ಗೆ 11ಗಂಟೆಗೆ ಉದ್ಘಾಟನೆಗೊಳ್ಳಲಿದೆ.: [22, 1154, 162, 1204]
- paragraph: ತೋಟಗಾರಿಕೆ,ಅರಣ್ಯ ಇಲಾಖೆ ಅಧಿಕಾರಿಗಳು ಸ್ಥಳಕ್ಕೆ ಆಗಮಿಸಿ ಬೆಂಕಿ ಪರಿಣಾಮ ತೋಟ ನಷ್ಟ ಕುರಿತು ವರದಿ ಪಡೆಯಬೇಕು.: [176, 364, 312, 401]
- paragraph: ನೀಡಿತ್ತು ರಾಜ್ಯದಲ್ಲಿ ಆಡಳಿತ ಹಾಗೂ ಕೇಂದ್ರಕ್ಕೆ ಒಂಬತ್ತು ಲೋಕಸಭಾ ಸದಸ್ಯರನ್ನು ಆರಿಸುವ ಮೂಲಕ ಈ ರಾಜ್ಯದ ಅಲ್ಪಸಂಖ್ಯಾತರ ಪಾತ್ರ ಮಹತ್ವದಾಗಿತ್ತು ಆದರು ಬಜೆಟ್ ಪೂರ್ವಭಾವಿ ಸಭೆಯಲ್ಲಿ ಸಮುದಾಯದ ನಾಯಕರನ್ನು ಮತ್ತು ಧಾರ್ಮಿಕ ಮುಖಂಡರನ್ನು ಕಡೆಗಣಿಸಿರುವುದು ವಿಷಾದಕಾರ ಸಂಗತಿಯಾಗಿದೆ.: [180, 787, 322, 864]
- officials-meeting-image: [476, 111, 731, 255]
- huliyar-body-col2: [475, 256, 597, 494]
- paragraph: ಹಳ್ಳಿ ಹುಡುಗಿಯಾಗಿ ನಾಯಕಿಯ ಪಾತ್ರ ನಿರ್ವಹಿಸಿದ್ದಾರೆ ಸುಲಕ್ಷಾ ಕೈರಾ. ಇವರೊಂದಿಗೆ ತಾರಾಗಣದಲ್ಲಿ ತಬಲಾ ನಾಣಿ, ಸುಚೇಂದ್ರ ಪ್ರಸಾದ್, ಕಾಕ್ರೋಚ್ ಸುಧಿ, ರಮೇಶ್ ಭಟ್ ಮುಂತಾದವರು ಇದ್ದಾರೆ. ಶೇಖರ್ ಚಂದ್ರ ಛಾಯಾಗ್ರಹಣವಿರುವ ಈ ಚಿತ್ರಕ್ಕೆ ಅನಿಲ್ ಸಿ.ಜೆ ಸಂಗೀತ, ವಿ.ನಾಗೇಂದ್ರ ಪ್ರಸಾದ್, ಕವಿರಾಜ್ ಸಾಹಿತ್ಯವಿದೆ.: [740, 1121, 930, 1172]
- paragraph: ನೀಡಲಾದ ಹಕ್ಕು ಪತ್ರ. 4. ಸಕ್ಷಮ ಪ್ರಾಧಿಕಾರ ಅನುಮೋದಿತ ನೆಯಾದ ಬಡಾವಣೆಯಲ್ಲಿನ ಸ್ವತ್ತುಗಳು, ಎ ಖಾತಾ ಪಡೆಯಲು ಹಾಜರುಪಡಿಸಬೇಕಾದ ದಾಖಲೆಗಳು,: [607, 258, 730, 308]
- pavagada-headline: [24, 70, 320, 114]
- paragraph: ಪರಮ್ ಪ್ಯಾಕೇಜ್ಡ್ ಕುಡಿಯುವ ನೀರನ್ನು ಸ್ವಚ್ಛವಾದ , ಪರಿಶುದ್ಧ ನೀರನ್ನು ತಲುಪಿಸುವ ಗುರಿಯಿಂದ ಪರಮ್ ವಾಟರ್ಸ್ ಘಟಕ ಉದ್ಘಾಟನೆಯಾಗಲಿದೆ. ಉದ್ಘಾಟನೆ ಪ್ರಯುಕ್ತ ವಿಶೇಷ ಬಿಡುಗಡೆ ಕೊಡುಗೆಗಳನ್ನು ನೀಡಲಾಗುತ್ತಿದೆ.: [180, 1194, 322, 1245]
- paragraph: 1. ಗ್ರಾಮ ಠಾಣಾ 2. ಸರ್ಕಾರ ಅಥವಾ ಸರ್ಕಾರದ ನಿಗಮ ಮಂಡಳಿಗಳಿಂದ ನೀಡಲಾದ ಹಕ್ಕುಪತ್ರಗಳು 3. ಕಂದಾಯ ಇಲಾಖೆಯಿಂದ 94 ಸಿಸಿ ಅಡಿಯಲ್ಲಿ: [475, 393, 597, 444]
- subheading: ಎ' ರಿಜಿಸ್ಟರ್‌ನಲ್ಲಿ ನಮೂದಿಸಬೇಕಾದ ಆಸ್ತಿಗಳು: [484, 380, 588, 390]
- paragraph: 100 ಕೇಸ್ ಖರೀದಿಸಿದರೆ, 10ಕೇಸ್‌ಗಳನ್ನು ಪಡೆಯಬಹುದು. ಇದು ಕೇವಲ ಸೀಮಿತ ಸಮಯದ ಅವಧಿಯ ಕೊಡುಗೆ.: [180, 1249, 322, 1286]
- paragraph: ಇದು ಅಲ್ಪಸಂಖ್ಯಾತ ಸಮುದಾಯದ ಮುಖಂಡರು ಹಾಗೂ ಸಮುದಾಯಕ್ಕೆ ಮಾಡಿದ ಅವಮಾನವಾಗಿದೆ. ಸಮುದಾಯವನ್ನು ಹೊರಗಿಟ್ಟು ಮಾಡುವ ಈ ಸಭೆ ಕೇವಲ ಕಾಟಾಚಾರದ ಸಭೆ ಆಗಲಿದೆ ಎಂದು ಅವರು ಹೇಳಿದ್ದಾರೆ.: [180, 868, 322, 919]
- minority-body-col2: [180, 785, 322, 1097]
- pavagada-body-col2: [176, 254, 312, 544]
- paragraph: ಕಿಡಿಗೇಡಿಗಳು ಹೊಲದಲ್ಲಿ ಬೆಳೆ: [47, 459, 116, 469]
- madhugiri-headline: [330, 893, 930, 955]
- banner-text-kannada: ಪ್ರತಿಭೋತ್ಸವ 2025: [562, 562, 628, 572]
- minority-headline: [22, 704, 322, 742]
- paragraph: ಚಿತ್ರತಂಡವನ್ನು ಪಟಾಕಿ ಸಿಡಿಸುವ ಮೂಲಕ ಸ್ವಾಗತಿಸಿದ ಕಲಾಭಿಮಾನಿಗಳು ಸೆಲ್ಫಿ ತೆಗೆದುಕೊಳ್ಳಲು ಮುಗಿಬಿದ್ದರು.: [335, 1135, 465, 1172]
- header-top-rule: [20, 30, 865, 31]
- paragraph: ಇದೇ ಸಂದರ್ಭದಲ್ಲಿ ಶ್ರೀ ಸಿದ್ಧಾರ್ಥ ಎಂಜಿನಿಯರಿಂಗ್ ಕಾಲೇಜಿನಲ್ಲಿ ಹೊಸದಾಗಿ ನಿರ್ಮಾಣವಾಗಿರುವ ಸಭಾಂಗಣ, ಎಐಎಂಎಲ್ ಮತ್ತು ಸಿಎಸ್ ಲ್ಯಾಬ್‌ಗಳು ಉದ್ಘಾಟನೆಯಾಗಲಿದೆ.: [22, 1208, 162, 1259]
- portrait-photo: [47, 787, 162, 910]
- prathibhotsav-stage-image: [475, 552, 730, 675]
- headline-line: ಸಭಾಂಗಣ, ಸಿಎಸ್ ಲ್ಯಾಬ್‌ಗಳ ಉದ್ಘಾಟನೆ: [59, 1121, 285, 1142]
- award-photo: [26, 557, 318, 655]
- paragraph: 1. ಆಸ್ತಿಗೆ ಸಂಬಂಧಿಸಿದಂತೆ ಸ್ವತ್ತಿನ ಮಾಲೀಕತ್ವ ಸಾಬೀತು ಪಡಿಸುವ ನೋಂದಾಯಿತ ಮಾರಾಟ ಪತ್ರಗಳು/ದಾನ ಪತ್ರ /ವಿಭಾಗ ಪತ್ರಗಳು/ ಸರ್ಕಾರ ಅಥವಾ ಸರ್ಕಾರ ನಿಗಮ ಮಂಡಳಿಗಳಿಂದ ನೀಡಲಾದ ಹಕ್ಕು ಪತ್ರಗಳು, ಕಂದಾಯ ಇಲಾಖೆಯಿಂದ ನೀಡಲಾದ ಹಕ್ಕು ಪತ್ರ, 2. ಸಕ್ಷಮ ಪ್ರಾಧಿಕಾರ ಅನುಮೋದನೆಯಾದ ದೃಢೀಕೃತ ಪ್ರತಿ ಮತ್ತು ನಿವೇಶನಗಳ ಬಿಡುಗಡೆ ಪ್ರತಿ, 3.ಪ್ರಸಕ್ತ ಸಾಲಿನವರೆಗೆ ಋಣಭಾರ ರಾಹಿತ್ಯ ಪ್ರಮಾಣ ಪತ್ರ (ಇ.ಸಿ), 4. ಚಾಲ್ತಿ: [607, 325, 730, 444]
- headline-line: ಪಾವಗಡ: ಕಿಡಿಗೇಡಿಗಳಿಂದ: [92, 69, 252, 91]
- nameplate-2: ಶ್ರೀಮತಿ ಕಾವ್ಯರಾಣಿ: [554, 215, 584, 221]
- paragraph: ಎಂಬ ವಿಚಾರವಾಗಿ ವಿಶೇಷ ಉಪನ್ಯಾಸ ನೀಡಿ ಸರ್ಕಸ್ ಹುಲಿಗಳನ್ನು ಕಾಡಿಗೆ ಬಿಟ್ಟಾಗ ಅವುಗಳ ದಾರುಣ ಅಂತ್ಯದ ಪ್ರಸಂಗವನ್ನು ವಿವರಿಸಿ, ಈ ದೇಶಕ್ಕಾಗಿ ದುಡಿದ, ನಮ್ಮ ಇಂದಿನ ಸುಖಕ್ಕಾಗಿ ತ್ಯಾಗ ಮಾಡಿದ, ತಮ್ಮ ಬದುಕನ್ನು ರಾಷ್ಟ್ರಸೇವೆಗೆ ಮುಡುಪಾಗಿಟ್ಟ ಮಹನೀಯರು ಅಬ್ದುಲ್ ಕಲಾಂರಂತಹ ರಾಷ್ಟ್ರನಾಯಕರು ಇಂದಿನ ಯುವ ವಿದ್ಯಾರ್ಥಿಗಳ ಪ್ರೇರಣೆಯಾಗಬೇಕೆಂದು ಉಪನ್ಯಾಸ ನೀಡಿದರು.: [475, 679, 597, 784]
- paragraph: ಸ್ವಾಭಿಮಾನವಾಗಿ ಕಣ್ಣಿಗೆ ಕಾಣುವ ಹುಡುಗರನ್ನು ಆಯ್ಕೆ ಮಾಡಿಕೊಂಡು ವಿವಾಹವಾಗುವಂತಹ ಸಂದೇಶವನ್ನು ನಾಯಕಿ ಅಚ್ಚುಕಟ್ಟಾಗಿ ನಿರ್ವಹಿಸಿದ್ದಾರೆ. ಇತ್ತೀಚಿನ ಪೋನ್‌ಟೋಕಾಪ್ ಗಳಿಂದಾಗಿ ಎಷ್ಟೋ ವಿವಾಹಗಳು ಮುರಿದು ಬಿದ್ದಿರುವುದನ್ನು ಗಂಡಿನ ಕಡೆಯವರು ಅಪಾರ್ಥ ಮಾಡಿಕೊಳ್ಳುವ ಬಗ್ಗೆ ಪ್ರಾರಂಭದಲ್ಲಿಯೇ ತೋರಿಸಲಾಗಿದೆ.: [475, 1109, 597, 1200]
